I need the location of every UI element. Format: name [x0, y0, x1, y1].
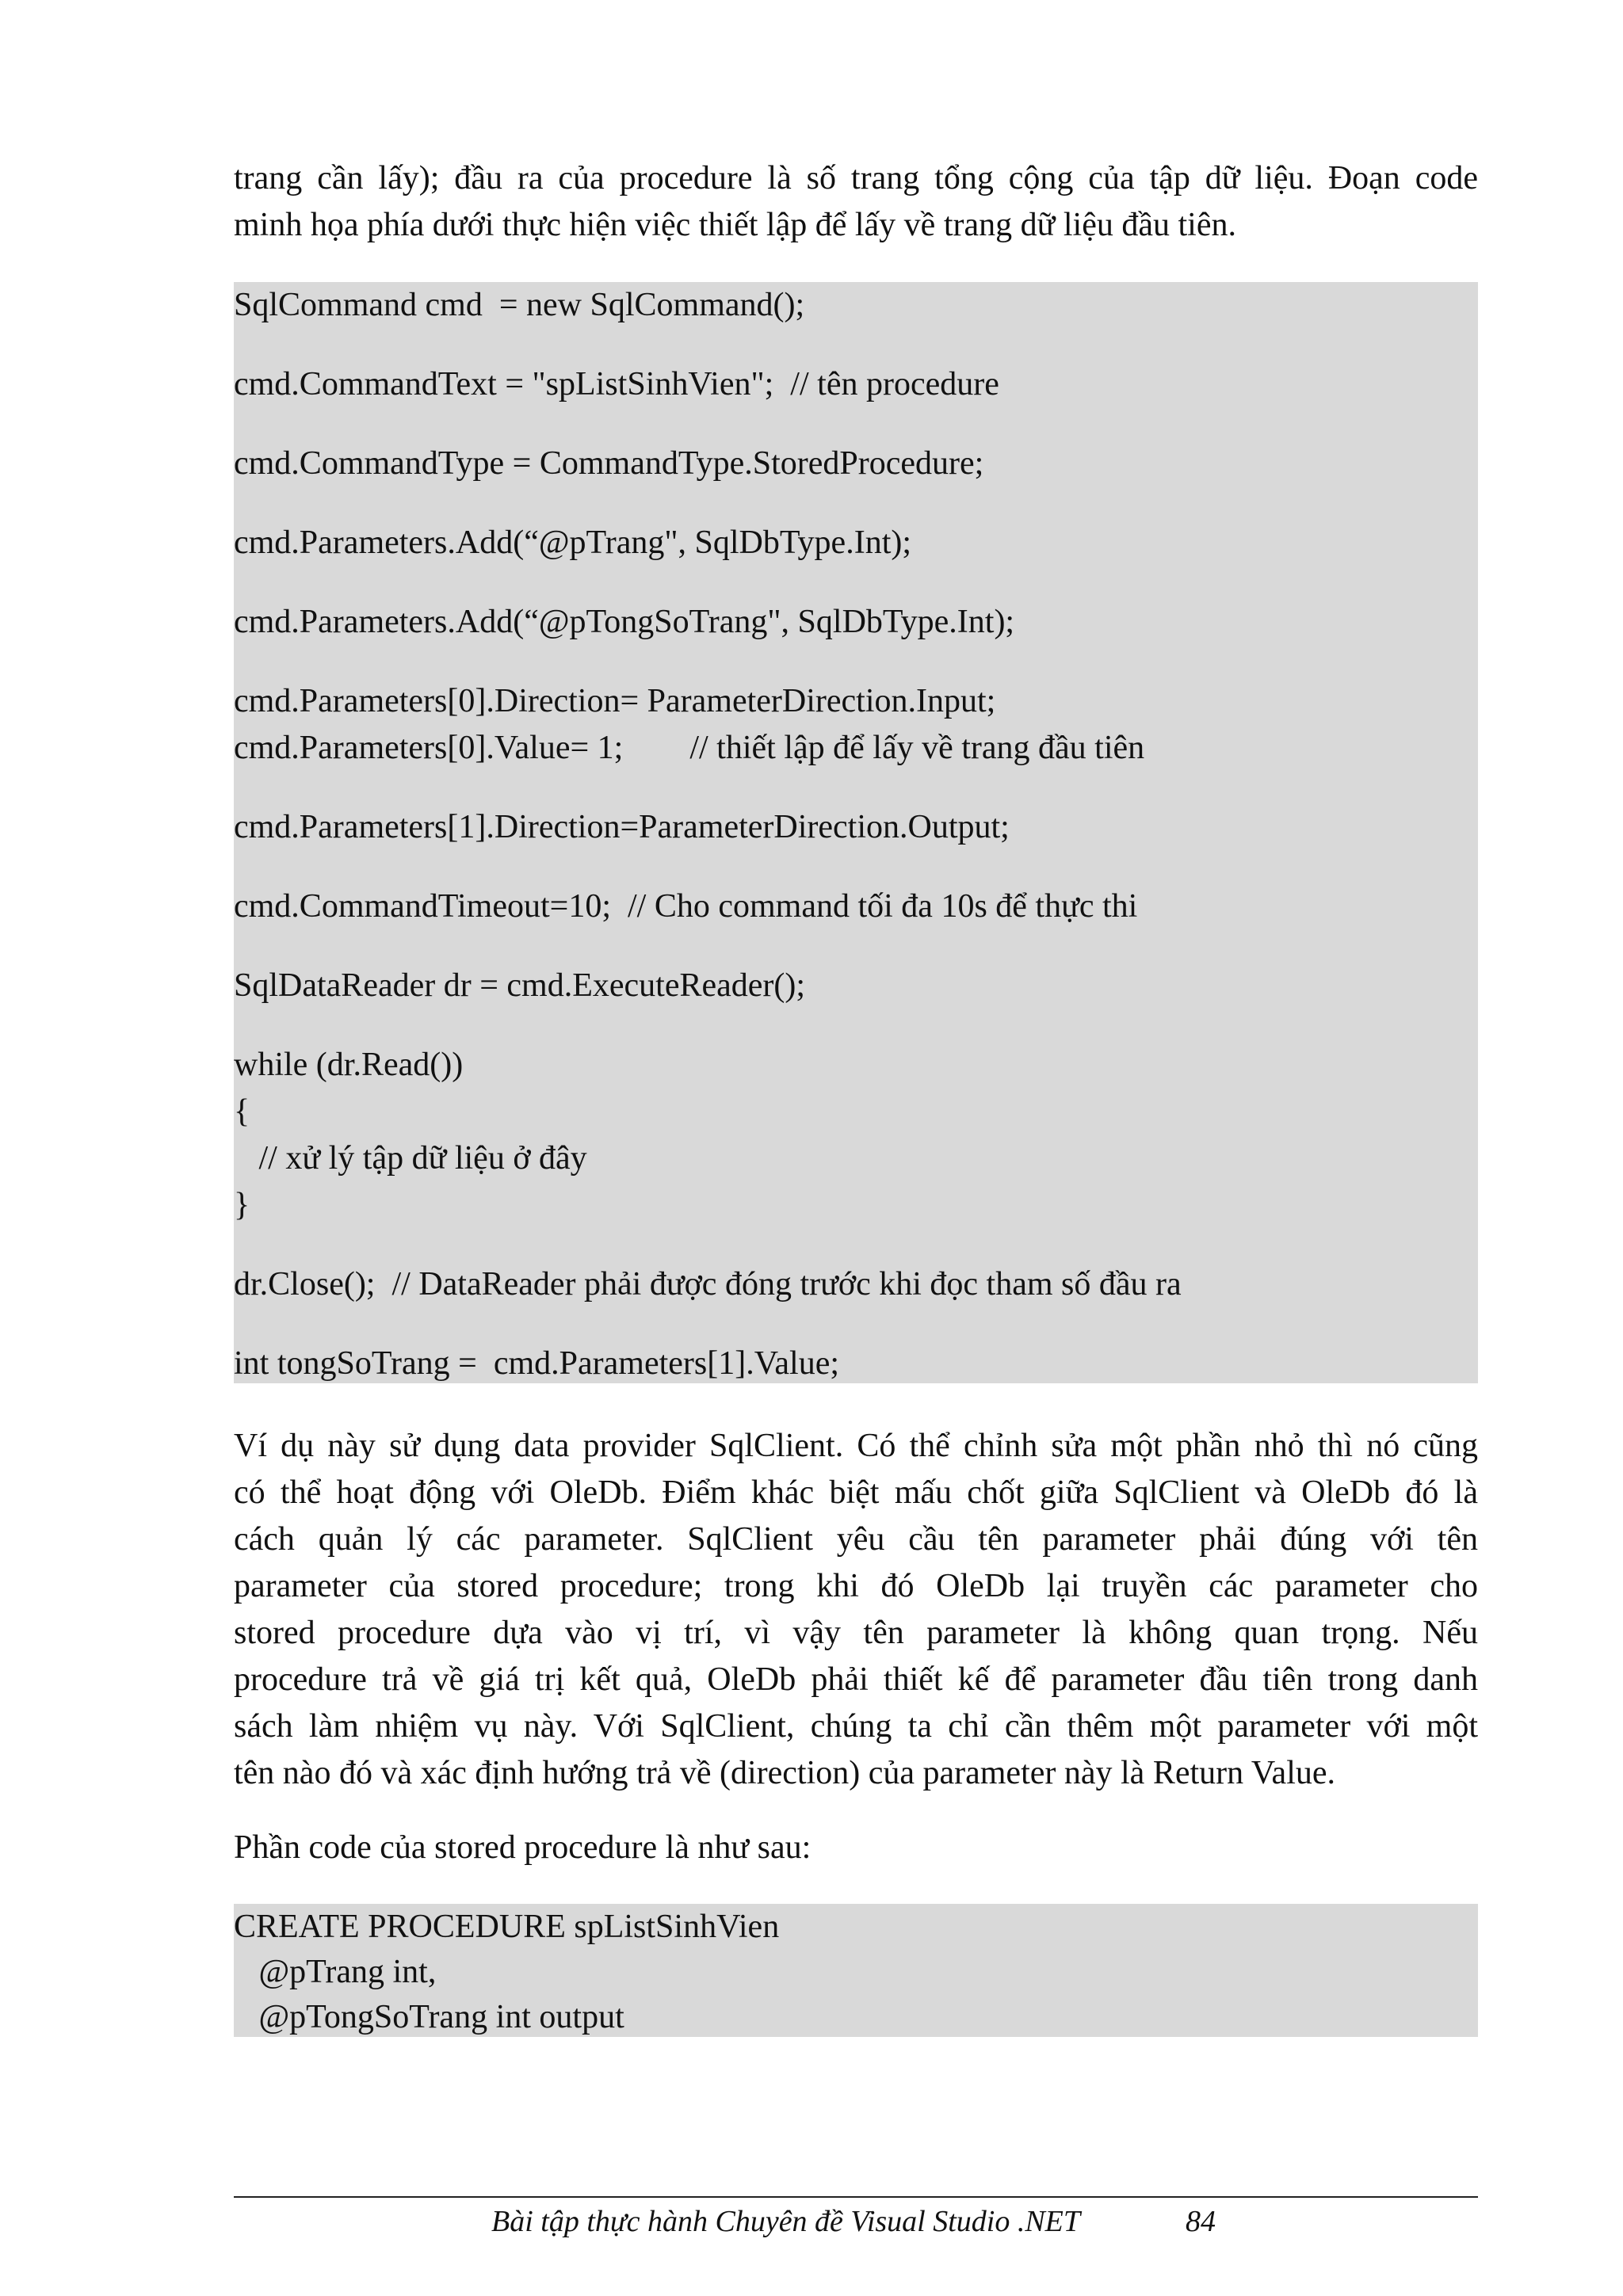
explanation-line: tên nào đó và xác định hướng trả về (direction) của parameter này là Return Value.: [234, 1755, 1335, 1791]
explanation-line: cách quản lý các parameter. SqlClient yêu cầu tên parameter phải đúng với tên: [234, 1521, 1478, 1558]
footer-title: Bài tập thực hành Chuyên đề Visual Studio .NET: [491, 2205, 1081, 2238]
explanation-paragraph: [234, 1423, 1478, 1797]
code-line: // xử lý tập dữ liệu ở đây: [234, 1140, 587, 1177]
explanation-line: sách làm nhiệm vụ này. Với SqlClient, chúng ta chỉ cần thêm một parameter với một: [234, 1708, 1478, 1745]
intro-line-1: trang cần lấy); đầu ra của procedure là số trang tổng cộng của tập dữ liệu. Đoạn code: [234, 160, 1478, 196]
code-line: {: [234, 1093, 250, 1130]
intro-line-2: minh họa phía dưới thực hiện việc thiết lập để lấy về trang dữ liệu đầu tiên.: [234, 207, 1236, 243]
code-block-1: [234, 282, 1478, 1383]
code-line: cmd.CommandText = "spListSinhVien"; // tên procedure: [234, 366, 999, 402]
explanation-line: stored procedure dựa vào vị trí, vì vậy tên parameter là không quan trọng. Nếu: [234, 1615, 1478, 1651]
code-line: cmd.Parameters.Add(“@pTrang", SqlDbType.Int);: [234, 524, 912, 561]
explanation-line: parameter của stored procedure; trong khi đó OleDb lại truyền các parameter cho: [234, 1568, 1478, 1604]
code-line: while (dr.Read()): [234, 1047, 464, 1083]
footer-divider: [234, 2196, 1478, 2198]
code-line: CREATE PROCEDURE spListSinhVien: [234, 1909, 780, 1945]
explanation-line: có thể hoạt động với OleDb. Điểm khác biệt mấu chốt giữa SqlClient và OleDb đó là: [234, 1474, 1478, 1511]
code-line: @pTrang int,: [234, 1954, 437, 1990]
code-line: }: [234, 1187, 250, 1223]
explanation-line: Ví dụ này sử dụng data provider SqlClient. Có thể chỉnh sửa một phần nhỏ thì nó cũng: [234, 1428, 1478, 1464]
code-line: cmd.Parameters[1].Direction=ParameterDirection.Output;: [234, 809, 1010, 845]
code-line: SqlDataReader dr = cmd.ExecuteReader();: [234, 967, 806, 1004]
intro-paragraph: [234, 155, 1478, 249]
code-line: cmd.Parameters.Add(“@pTongSoTrang", SqlDbType.Int);: [234, 604, 1015, 640]
code-line: @pTongSoTrang int output: [234, 1999, 624, 2035]
code-line: cmd.CommandType = CommandType.StoredProcedure;: [234, 445, 984, 482]
procedure-intro-paragraph: [234, 1825, 1478, 1871]
procedure-intro-line: Phần code của stored procedure là như sau:: [234, 1829, 812, 1866]
code-line: cmd.CommandTimeout=10; // Cho command tối đa 10s để thực thi: [234, 888, 1138, 925]
code-line: SqlCommand cmd = new SqlCommand();: [234, 287, 805, 323]
code-line: dr.Close(); // DataReader phải được đóng trước khi đọc tham số đầu ra: [234, 1266, 1182, 1302]
page-number: 84: [1186, 2205, 1216, 2238]
code-line: int tongSoTrang = cmd.Parameters[1].Value;: [234, 1345, 840, 1382]
code-block-2: [234, 1904, 1478, 2037]
code-line: cmd.Parameters[0].Direction= ParameterDirection.Input;: [234, 683, 996, 719]
explanation-line: procedure trả về giá trị kết quả, OleDb phải thiết kế để parameter đầu tiên trong danh: [234, 1661, 1478, 1698]
code-line: cmd.Parameters[0].Value= 1; // thiết lập để lấy về trang đầu tiên: [234, 730, 1145, 766]
